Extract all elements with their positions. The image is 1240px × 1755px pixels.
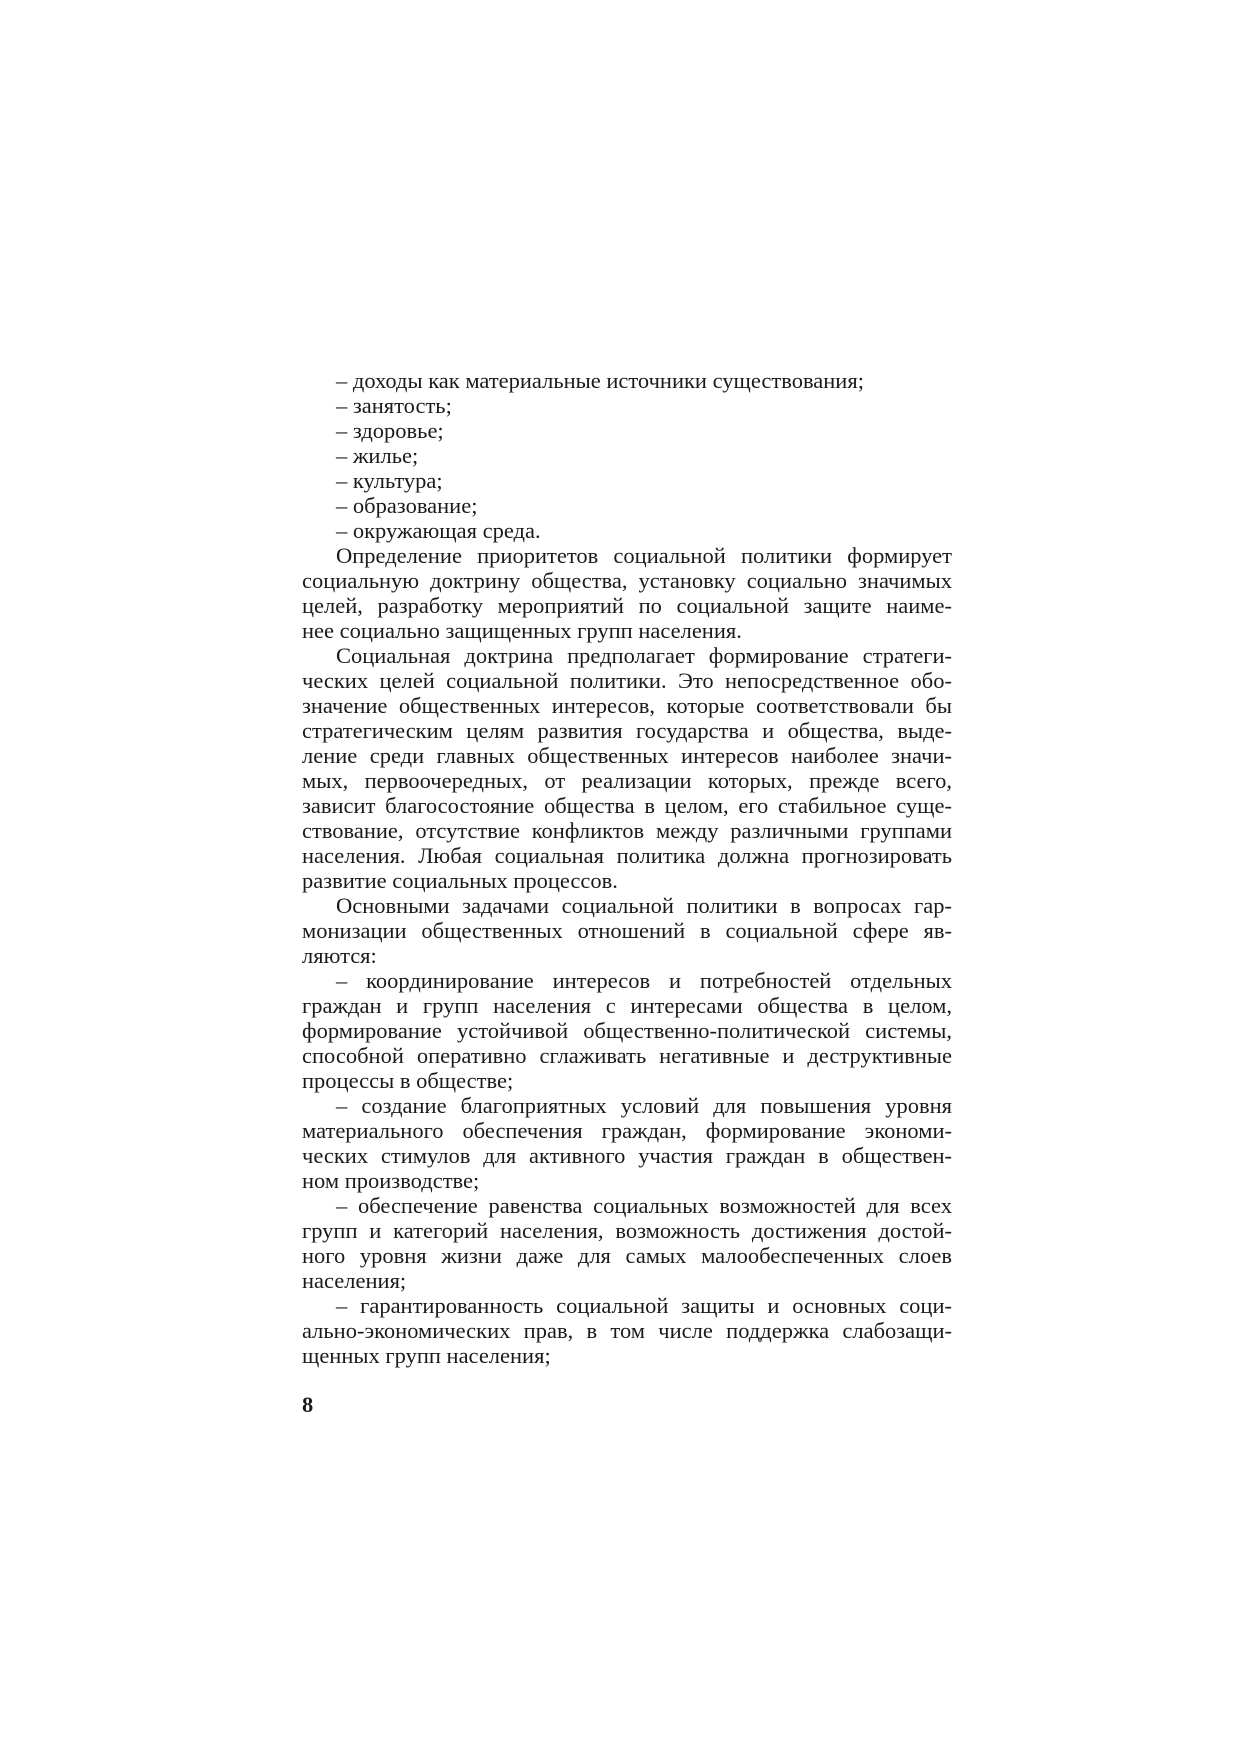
paragraph-doctrine (302, 643, 952, 893)
text-line: стратегическим целям развития государства и общества, выде- (302, 718, 952, 743)
text-line: населения. Любая социальная политика должна прогнозировать (302, 843, 952, 868)
list-item: – культура; (336, 468, 443, 493)
text-line: ально-экономических прав, в том числе поддержка слабозащи- (302, 1318, 952, 1343)
list-item: – жилье; (336, 443, 419, 468)
text-line: ствование, отсутствие конфликтов между различными группами (302, 818, 952, 843)
text-line: Социальная доктрина предполагает формирование стратеги- (336, 643, 952, 668)
task-item-conditions (302, 1093, 952, 1193)
paragraph-priorities (302, 543, 952, 643)
text-line: – обеспечение равенства социальных возможностей для всех (336, 1193, 952, 1218)
text-line: формирование устойчивой общественно-политической системы, (302, 1018, 952, 1043)
text-line: щенных групп населения; (302, 1343, 551, 1368)
text-line: ляются: (302, 943, 377, 968)
text-line: ление среди главных общественных интересов наиболее значи- (302, 743, 952, 768)
text-line: населения; (302, 1268, 407, 1293)
paragraph-tasks-intro (302, 893, 952, 968)
text-line: – гарантированность социальной защиты и основных соци- (336, 1293, 952, 1318)
text-line: – координирование интересов и потребностей отдельных (336, 968, 952, 993)
task-item-equality (302, 1193, 952, 1293)
priority-list (302, 368, 952, 543)
page-number: 8 (302, 1392, 314, 1417)
text-line: Определение приоритетов социальной политики формирует (336, 543, 952, 568)
text-line: целей, разработку мероприятий по социальной защите наиме- (302, 593, 952, 618)
text-line: способной оперативно сглаживать негативные и деструктивные (302, 1043, 952, 1068)
page-body (302, 368, 952, 1368)
text-line: процессы в обществе; (302, 1068, 514, 1093)
text-line: зависит благосостояние общества в целом, его стабильное суще- (302, 793, 952, 818)
text-line: нее социально защищенных групп населения. (302, 618, 742, 643)
text-line: мых, первоочередных, от реализации которых, прежде всего, (302, 768, 952, 793)
text-line: ного уровня жизни даже для самых малообеспеченных слоев (302, 1243, 952, 1268)
list-item: – образование; (336, 493, 478, 518)
list-item: – здоровье; (336, 418, 444, 443)
text-line: социальную доктрину общества, установку социально значимых (302, 568, 952, 593)
text-line: материального обеспечения граждан, формирование экономи- (302, 1118, 952, 1143)
text-line: ческих целей социальной политики. Это непосредственное обо- (302, 668, 952, 693)
text-line: Основными задачами социальной политики в вопросах гар- (336, 893, 952, 918)
text-line: развитие социальных процессов. (302, 868, 618, 893)
text-line: ном производстве; (302, 1168, 480, 1193)
list-item: – окружающая среда. (336, 518, 541, 543)
text-line: граждан и групп населения с интересами общества в целом, (302, 993, 952, 1018)
text-line: групп и категорий населения, возможность достижения достой- (302, 1218, 952, 1243)
list-item: – доходы как материальные источники существования; (336, 368, 864, 393)
text-line: монизации общественных отношений в социальной сфере яв- (302, 918, 952, 943)
task-item-guarantee (302, 1293, 952, 1368)
text-line: ческих стимулов для активного участия граждан в обществен- (302, 1143, 952, 1168)
text-line: значение общественных интересов, которые соответствовали бы (302, 693, 952, 718)
list-item: – занятость; (336, 393, 452, 418)
text-line: – создание благоприятных условий для повышения уровня (336, 1093, 952, 1118)
task-item-coordination (302, 968, 952, 1093)
